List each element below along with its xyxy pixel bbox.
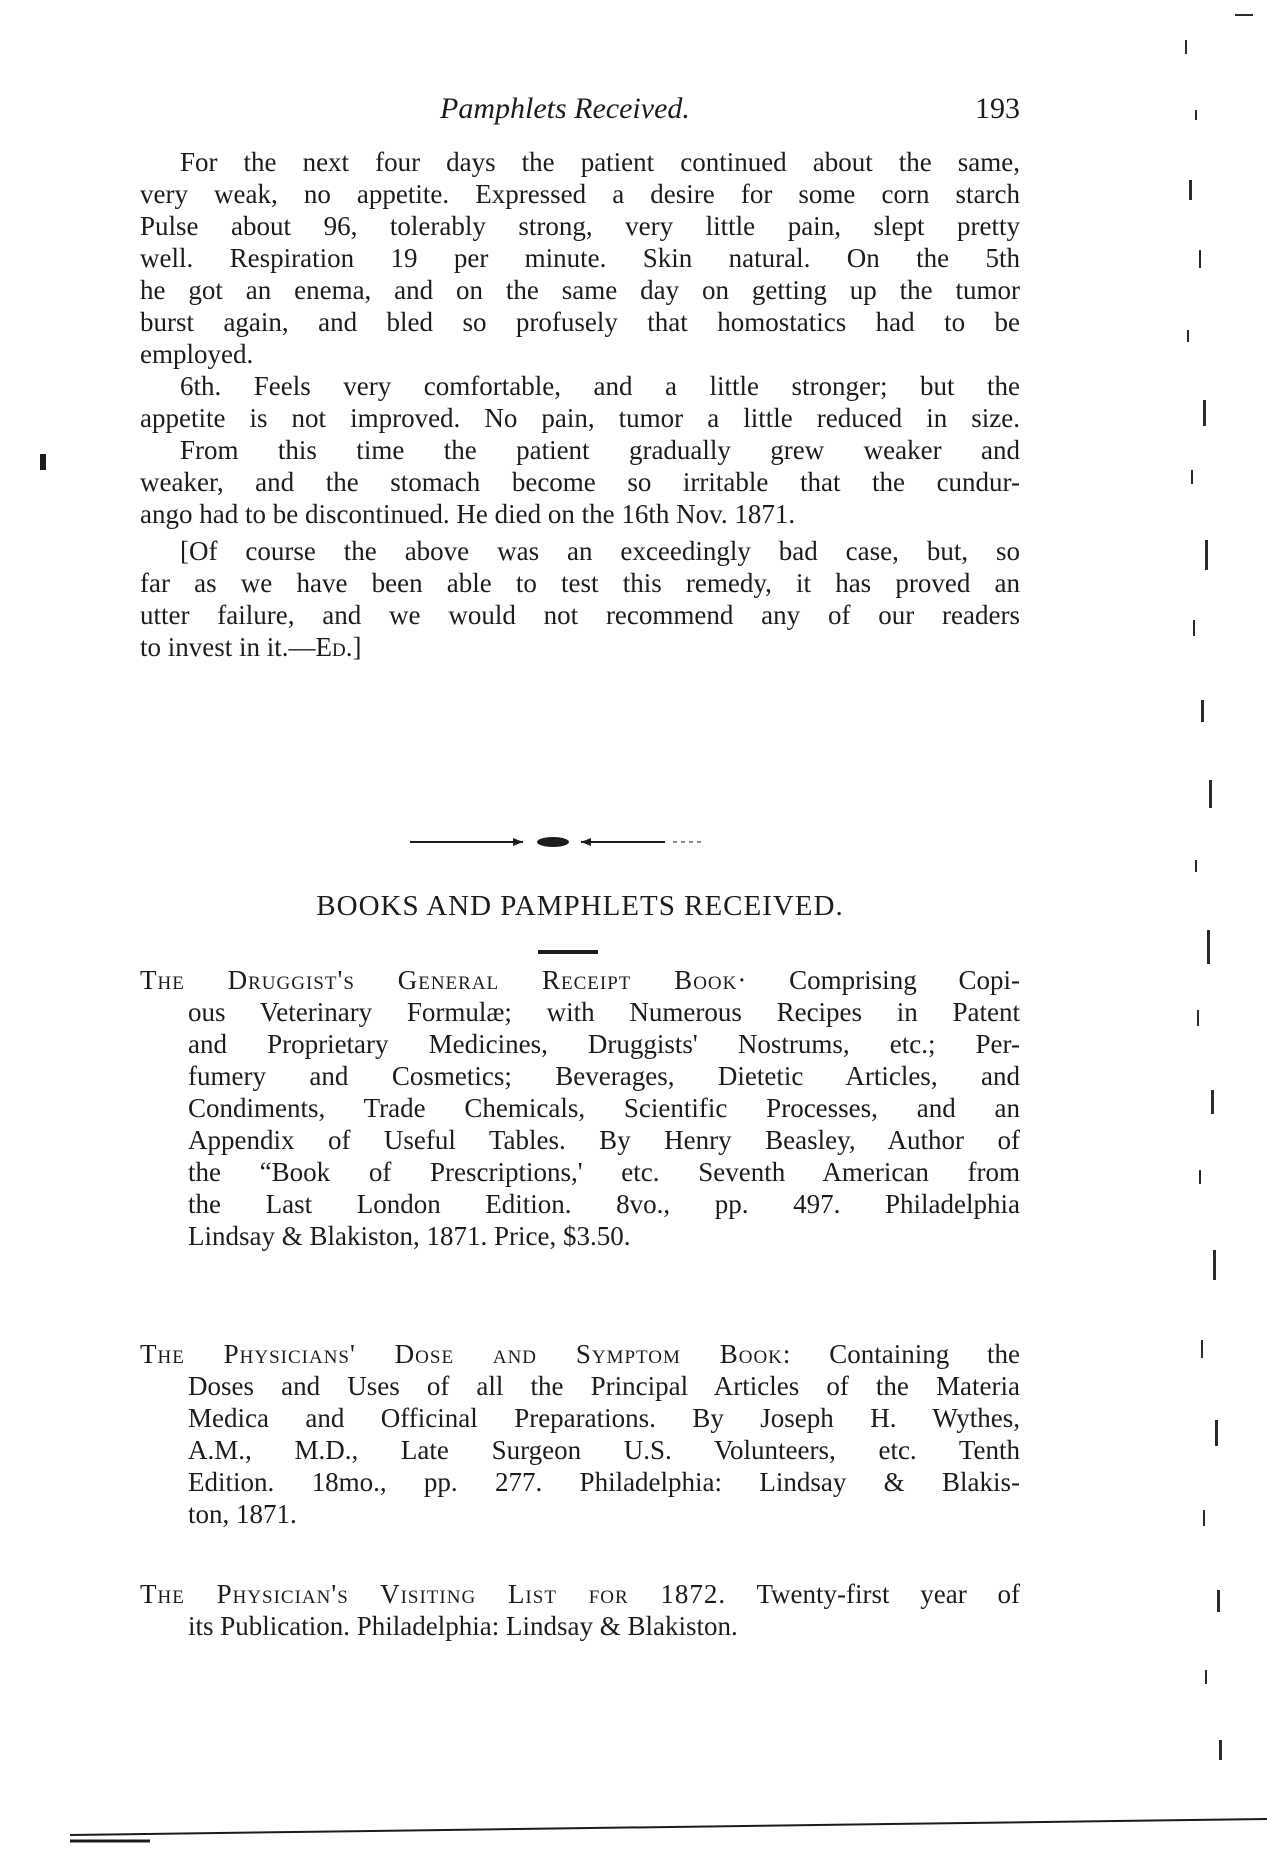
note-last-line: to invest in it.— xyxy=(140,632,316,662)
book-title: The Physicians' Dose and Symptom Book: xyxy=(140,1339,792,1369)
case-report xyxy=(140,146,1020,530)
editor-signature: Ed.] xyxy=(315,632,362,662)
text-line: Appendix of Useful Tables. By Henry Beasley, Author of xyxy=(188,1125,1020,1155)
title-rule xyxy=(538,950,598,954)
text-line: Doses and Uses of all the Principal Articles of the Materia xyxy=(188,1371,1020,1401)
text-line: he got an enema, and on the same day on getting up the tumor xyxy=(140,275,1020,305)
text-line: 6th. Feels very comfortable, and a little stronger; but the xyxy=(180,371,1020,401)
text-line: appetite is not improved. No pain, tumor a little reduced in size. xyxy=(140,403,1020,433)
page-edge-rule xyxy=(70,1805,1267,1845)
book-title-rest: Containing the xyxy=(791,1339,1021,1369)
text-line: A.M., M.D., Late Surgeon U.S. Volunteers, etc. Tenth xyxy=(188,1435,1020,1465)
text-line: Medica and Officinal Preparations. By Joseph H. Wythes, xyxy=(188,1403,1020,1433)
book-title: The Physician's Visiting List for 1872. xyxy=(140,1579,727,1609)
running-title: Pamphlets Received. xyxy=(440,92,690,125)
text-line: Pulse about 96, tolerably strong, very little pain, slept pretty xyxy=(140,211,1020,241)
text-line: ton, 1871. xyxy=(188,1499,297,1529)
text-line: From this time the patient gradually grew weaker and xyxy=(180,435,1020,465)
book-title: The Druggist's General Receipt Book· xyxy=(140,965,748,995)
entry-first-line xyxy=(140,964,1020,996)
text-line: employed. xyxy=(140,339,254,369)
text-line: Condiments, Trade Chemicals, Scientific Processes, and an xyxy=(188,1093,1020,1123)
scan-margin-noise xyxy=(1175,0,1267,1868)
section-title: BOOKS AND PAMPHLETS RECEIVED. xyxy=(316,890,844,922)
page-header xyxy=(140,92,1020,136)
text-line: and Proprietary Medicines, Druggists' Nostrums, etc.; Per- xyxy=(188,1029,1020,1059)
text-line: [Of course the above was an exceedingly bad case, but, so xyxy=(180,536,1020,566)
entry-first-line xyxy=(140,1338,1020,1370)
text-line: burst again, and bled so profusely that homostatics had to be xyxy=(140,307,1020,337)
page-number: 193 xyxy=(975,92,1020,125)
book-entry xyxy=(140,964,1020,1252)
text-line: far as we have been able to test this remedy, it has proved an xyxy=(140,568,1020,598)
text-line: very weak, no appetite. Expressed a desire for some corn starch xyxy=(140,179,1020,209)
ornament-divider xyxy=(405,834,735,850)
text-line: the “Book of Prescriptions,' etc. Seventh American from xyxy=(188,1157,1020,1187)
text-line xyxy=(140,631,1020,663)
text-line: Edition. 18mo., pp. 277. Philadelphia: Lindsay & Blakis- xyxy=(188,1467,1020,1497)
scan-speck xyxy=(40,454,46,470)
text-line: ango had to be discontinued. He died on the 16th Nov. 1871. xyxy=(140,499,796,529)
book-title-rest: Twenty-first year of xyxy=(726,1579,1020,1609)
book-entry xyxy=(140,1338,1020,1530)
text-line: Lindsay & Blakiston, 1871. Price, $3.50. xyxy=(188,1221,631,1251)
text-line: For the next four days the patient continued about the same, xyxy=(180,147,1020,177)
text-line: utter failure, and we would not recommend any of our readers xyxy=(140,600,1020,630)
text-line: weaker, and the stomach become so irritable that the cundur- xyxy=(140,467,1020,497)
text-line: its Publication. Philadelphia: Lindsay & Blakiston. xyxy=(188,1611,738,1641)
text-line: the Last London Edition. 8vo., pp. 497. Philadelphia xyxy=(188,1189,1020,1219)
text-line: well. Respiration 19 per minute. Skin natural. On the 5th xyxy=(140,243,1020,273)
editor-note xyxy=(140,535,1020,663)
text-line: ous Veterinary Formulæ; with Numerous Recipes in Patent xyxy=(188,997,1020,1027)
text-line: fumery and Cosmetics; Beverages, Dietetic Articles, and xyxy=(188,1061,1020,1091)
entry-first-line xyxy=(140,1578,1020,1610)
book-title-rest: Comprising Copi- xyxy=(747,965,1021,995)
book-entry xyxy=(140,1578,1020,1642)
